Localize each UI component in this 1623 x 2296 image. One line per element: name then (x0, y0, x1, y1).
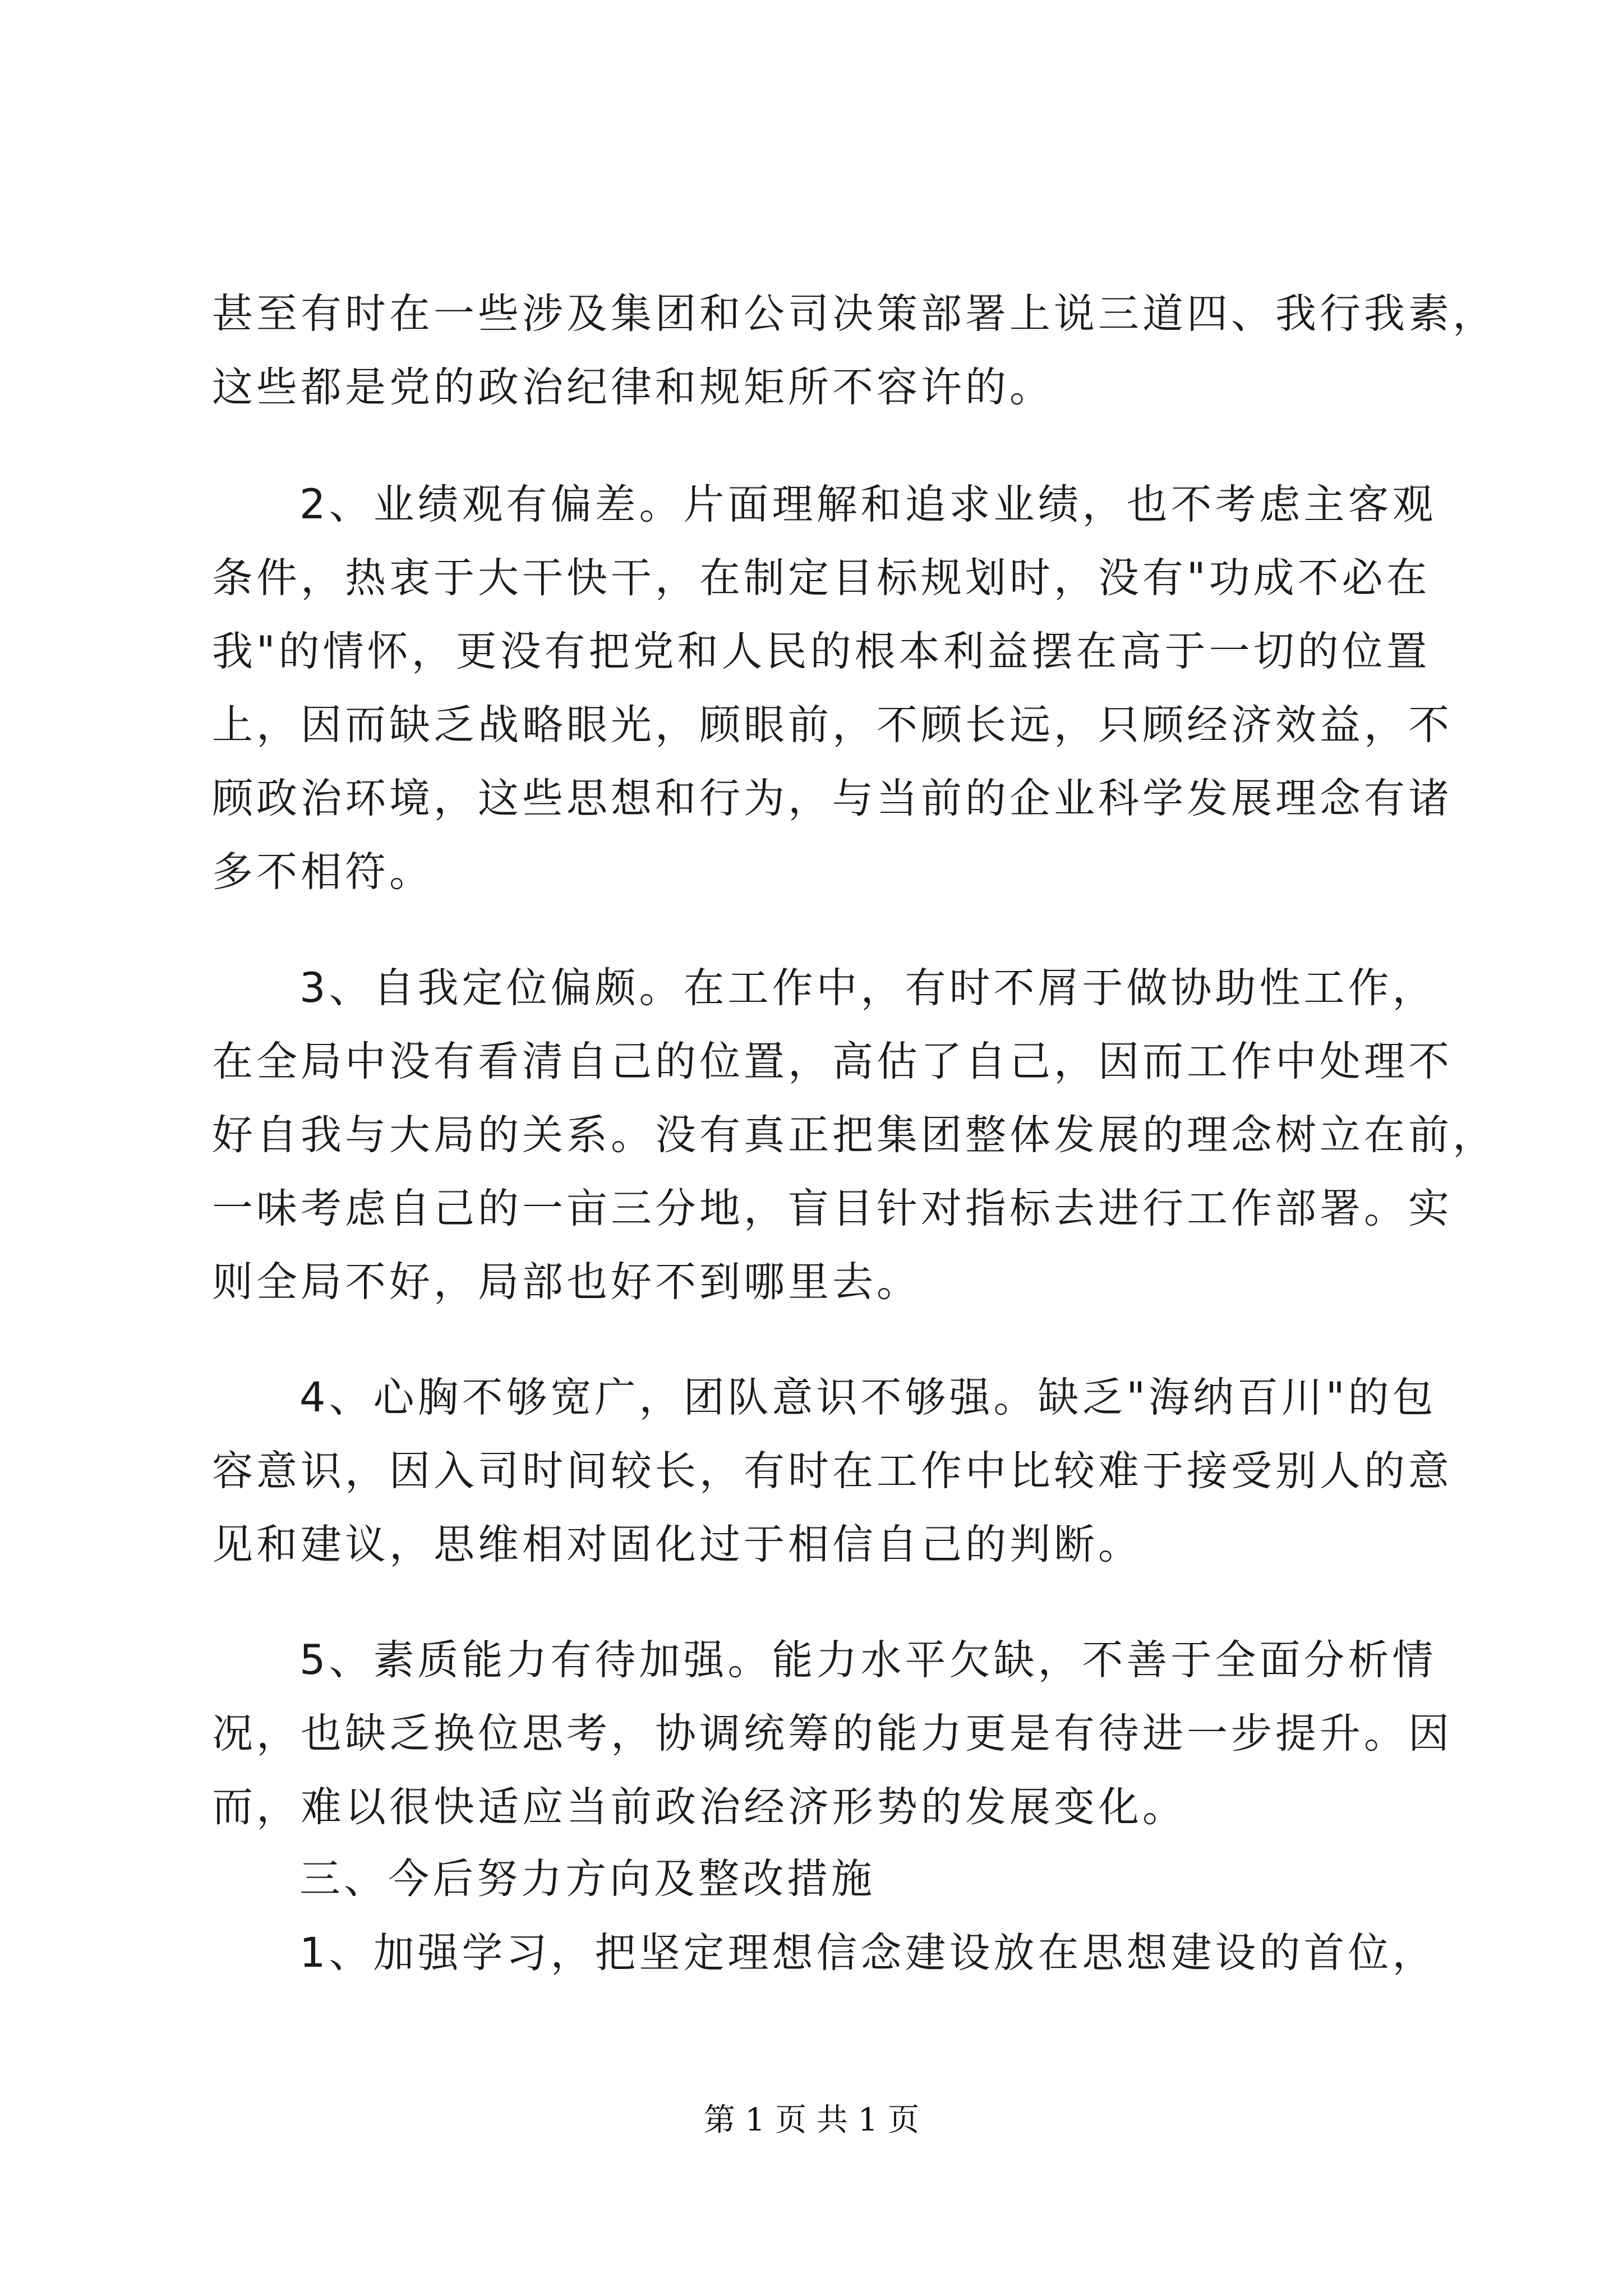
section-heading: 三、今后努力方向及整改措施 (299, 1855, 875, 1903)
text-line: 在全局中没有看清自己的位置，高估了自己，因而工作中处理不 (212, 1038, 1453, 1085)
text-line: 好自我与大局的关系。没有真正把集团整体发展的理念树立在前， (212, 1111, 1497, 1159)
text-line: 3、自我定位偏颇。在工作中，有时不屑于做协助性工作， (299, 964, 1437, 1012)
text-line: 顾政治环境，这些思想和行为，与当前的企业科学发展理念有诸 (212, 775, 1453, 822)
page-footer: 第 1 页 共 1 页 (703, 2102, 920, 2138)
text-line: 甚至有时在一些涉及集团和公司决策部署上说三道四、我行我素， (212, 290, 1497, 338)
text-line: 这些都是党的政治纪律和规矩所不容许的。 (212, 364, 1054, 411)
text-line: 况，也缺乏换位思考，协调统筹的能力更是有待进一步提升。因 (212, 1710, 1453, 1757)
text-line: 见和建议，思维相对固化过于相信自己的判断。 (212, 1521, 1142, 1568)
text-line: 我"的情怀，更没有把党和人民的根本利益摆在高于一切的位置 (212, 628, 1431, 675)
text-line: 则全局不好，局部也好不到哪里去。 (212, 1258, 921, 1306)
text-line: 容意识，因入司时间较长，有时在工作中比较难于接受别人的意 (212, 1447, 1453, 1495)
text-line: 一味考虑自己的一亩三分地，盲目针对指标去进行工作部署。实 (212, 1185, 1453, 1232)
text-line: 4、心胸不够宽广，团队意识不够强。缺乏"海纳百川"的包 (299, 1374, 1437, 1421)
text-line: 2、业绩观有偏差。片面理解和追求业绩，也不考虑主客观 (299, 481, 1437, 528)
text-line: 5、素质能力有待加强。能力水平欠缺，不善于全面分析情 (299, 1636, 1437, 1684)
text-line: 1、加强学习，把坚定理想信念建设放在思想建设的首位， (299, 1929, 1437, 1977)
text-line: 而，难以很快适应当前政治经济形势的发展变化。 (212, 1783, 1187, 1831)
text-line: 多不相符。 (212, 848, 434, 896)
text-line: 条件，热衷于大干快干，在制定目标规划时，没有"功成不必在 (212, 554, 1431, 602)
text-line: 上，因而缺乏战略眼光，顾眼前，不顾长远，只顾经济效益，不 (212, 701, 1453, 749)
